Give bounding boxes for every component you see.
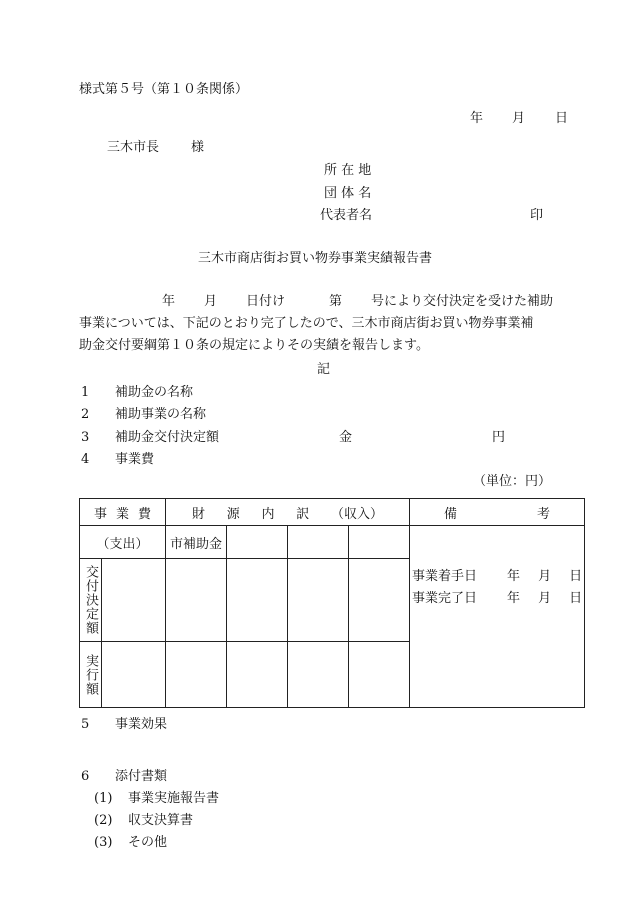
remark-month: 月 [538, 569, 552, 584]
attachment-number: (1) [94, 791, 113, 806]
table-cell [288, 526, 349, 559]
remark-day: 日 [569, 591, 583, 606]
body-decision: 号により交付決定を受けた補助 [371, 294, 554, 309]
expense-table [79, 498, 585, 708]
body-line-3: 助金交付要綱第１０条の規定によりその実績を報告します。 [79, 338, 429, 353]
row-label-text: 実行額 [83, 653, 98, 696]
ki-marker: 記 [317, 362, 331, 377]
attachment-label: 事業実施報告書 [128, 791, 220, 806]
remark-year: 年 [507, 591, 521, 606]
body-paragraph [79, 291, 579, 357]
group-name-label: 団 体 名 [324, 186, 372, 201]
attachment-number: (2) [94, 813, 113, 828]
row-label-kofu [80, 559, 102, 642]
body-day: 日付け [246, 294, 286, 309]
remark-year: 年 [507, 569, 521, 584]
header-jigyohi [80, 499, 166, 526]
remark-label: 事業着手日 [412, 569, 478, 584]
city-subsidy-header: 市補助金 [166, 526, 227, 559]
table-cell [288, 642, 349, 708]
document-title: 三木市商店街お買い物券事業実績報告書 [198, 251, 433, 266]
table-cell [349, 559, 410, 642]
header-char: 源 [226, 506, 240, 522]
item-number: 3 [81, 430, 90, 445]
amount-yen: 円 [492, 430, 506, 445]
item-label: 事業費 [115, 452, 155, 467]
remark-end-date [410, 588, 584, 610]
header-biko [410, 499, 585, 526]
table-cell [349, 642, 410, 708]
body-number: 第 [329, 294, 343, 309]
date-year: 年 [470, 111, 484, 126]
date-month: 月 [512, 111, 526, 126]
table-cell [227, 642, 288, 708]
table-cell [102, 559, 166, 642]
remark-label: 事業完了日 [412, 591, 478, 606]
item-number: 6 [81, 769, 90, 784]
body-line-1 [79, 291, 579, 313]
item-number: 5 [81, 717, 90, 732]
item-number: 2 [81, 407, 90, 422]
row-label-jikko [80, 642, 102, 708]
remark-start-date [410, 566, 584, 588]
amount-kin: 金 [339, 430, 353, 445]
body-month: 月 [204, 294, 218, 309]
header-char: 事 [94, 506, 108, 522]
item-label: 事業効果 [115, 717, 168, 732]
remarks-cell [410, 526, 585, 708]
remark-day: 日 [569, 569, 583, 584]
header-shunyu: （収入） [331, 506, 384, 522]
date-day: 日 [555, 111, 569, 126]
header-char: 業 [116, 506, 130, 522]
attachment-number: (3) [94, 835, 113, 850]
header-char: 費 [138, 506, 152, 522]
item-label: 補助金交付決定額 [115, 430, 220, 445]
header-char: 財 [192, 506, 206, 522]
item-label: 添付書類 [115, 769, 168, 784]
table-cell [288, 559, 349, 642]
row-label-text: 交付決定額 [83, 565, 98, 635]
seal-mark: 印 [530, 208, 544, 223]
body-line-2: 事業については、下記のとおり完了したので、三木市商店街お買い物券事業補 [79, 316, 534, 331]
attachment-label: その他 [128, 835, 168, 850]
address-label: 所 在 地 [324, 163, 372, 178]
representative-label: 代表者名 [320, 208, 373, 223]
table-cell [227, 526, 288, 559]
header-char: 考 [537, 506, 551, 522]
table-cell [349, 526, 410, 559]
header-shishutsu: （支出） [80, 526, 166, 559]
header-char: 訳 [296, 506, 310, 522]
form-number: 様式第５号（第１０条関係） [79, 82, 249, 97]
table-cell [227, 559, 288, 642]
table-cell [166, 559, 227, 642]
attachment-label: 収支決算書 [128, 813, 194, 828]
header-char: 内 [261, 506, 275, 522]
header-char: 備 [444, 506, 458, 522]
item-number: 1 [81, 385, 90, 400]
table-cell [166, 642, 227, 708]
addressee-name: 三木市長 [107, 140, 160, 155]
addressee-honorific: 様 [191, 140, 205, 155]
unit-label: （単位：円） [473, 474, 552, 489]
item-label: 補助金の名称 [115, 385, 194, 400]
body-year: 年 [162, 294, 176, 309]
remark-month: 月 [538, 591, 552, 606]
item-label: 補助事業の名称 [115, 407, 207, 422]
header-zaigen [166, 499, 410, 526]
table-cell [102, 642, 166, 708]
item-number: 4 [81, 452, 90, 467]
